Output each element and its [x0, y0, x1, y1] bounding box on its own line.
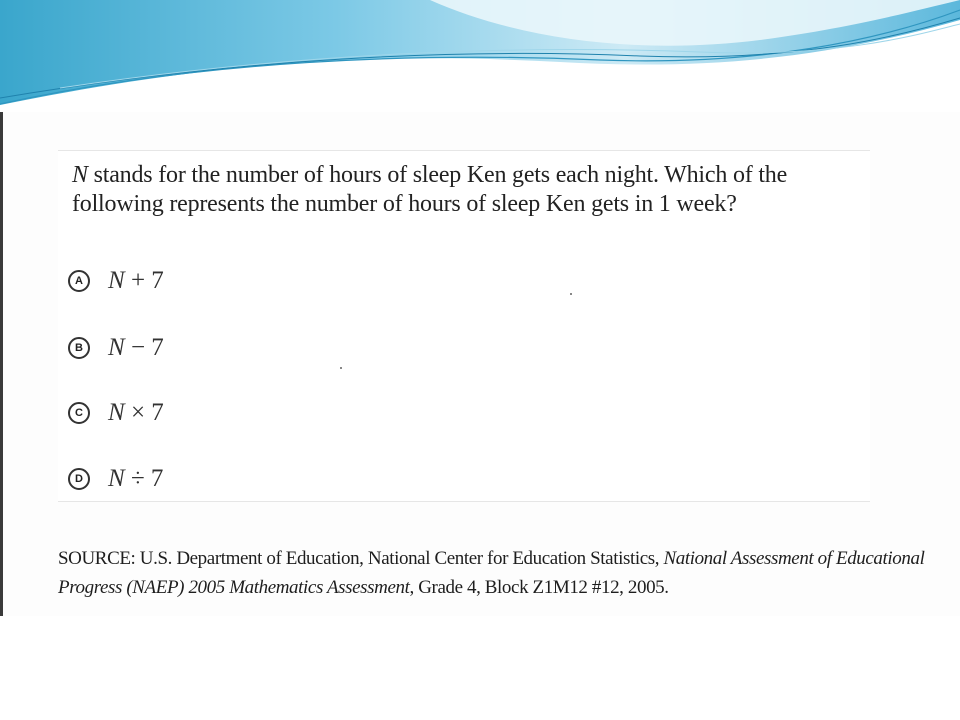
choice-b-var: N — [108, 334, 125, 361]
choice-b-op: − 7 — [130, 334, 164, 361]
choice-d-expression — [108, 465, 163, 493]
answer-bubble-b[interactable]: B — [68, 337, 90, 359]
choice-d-op: ÷ 7 — [130, 465, 164, 492]
answer-bubble-d[interactable]: D — [68, 468, 90, 490]
choice-b-expression — [108, 334, 164, 362]
source-title: National Assessment of Educational Progress (NAEP) 2005 Mathematics Assessment — [58, 548, 925, 598]
choice-c-expression — [108, 399, 164, 427]
answer-bubble-c[interactable]: C — [68, 402, 90, 424]
scan-speck — [340, 367, 342, 369]
choice-a[interactable] — [68, 264, 164, 298]
choice-d[interactable] — [68, 462, 163, 496]
choice-a-var: N — [108, 267, 125, 294]
question-box — [58, 150, 870, 502]
choice-a-expression — [108, 267, 164, 295]
source-citation — [58, 544, 938, 602]
question-stem — [72, 161, 862, 219]
choice-c[interactable] — [68, 396, 164, 430]
choice-c-op: × 7 — [130, 399, 164, 426]
choice-b[interactable] — [68, 331, 164, 365]
stem-text: stands for the number of hours of sleep Ken gets each night. Which of the following represents the number of hours of sleep Ken gets in 1 week? — [72, 162, 788, 217]
stem-variable: N — [72, 162, 88, 188]
scan-speck — [570, 293, 572, 295]
header-wave-decoration — [0, 0, 960, 120]
source-prefix: SOURCE: U.S. Department of Education, National Center for Education Statistics, — [58, 548, 660, 569]
choice-c-var: N — [108, 399, 125, 426]
scan-left-edge — [0, 112, 3, 616]
choice-a-op: + 7 — [130, 267, 164, 294]
choice-d-var: N — [108, 465, 125, 492]
answer-bubble-a[interactable]: A — [68, 270, 90, 292]
source-suffix: , Grade 4, Block Z1M12 #12, 2005. — [409, 577, 669, 598]
